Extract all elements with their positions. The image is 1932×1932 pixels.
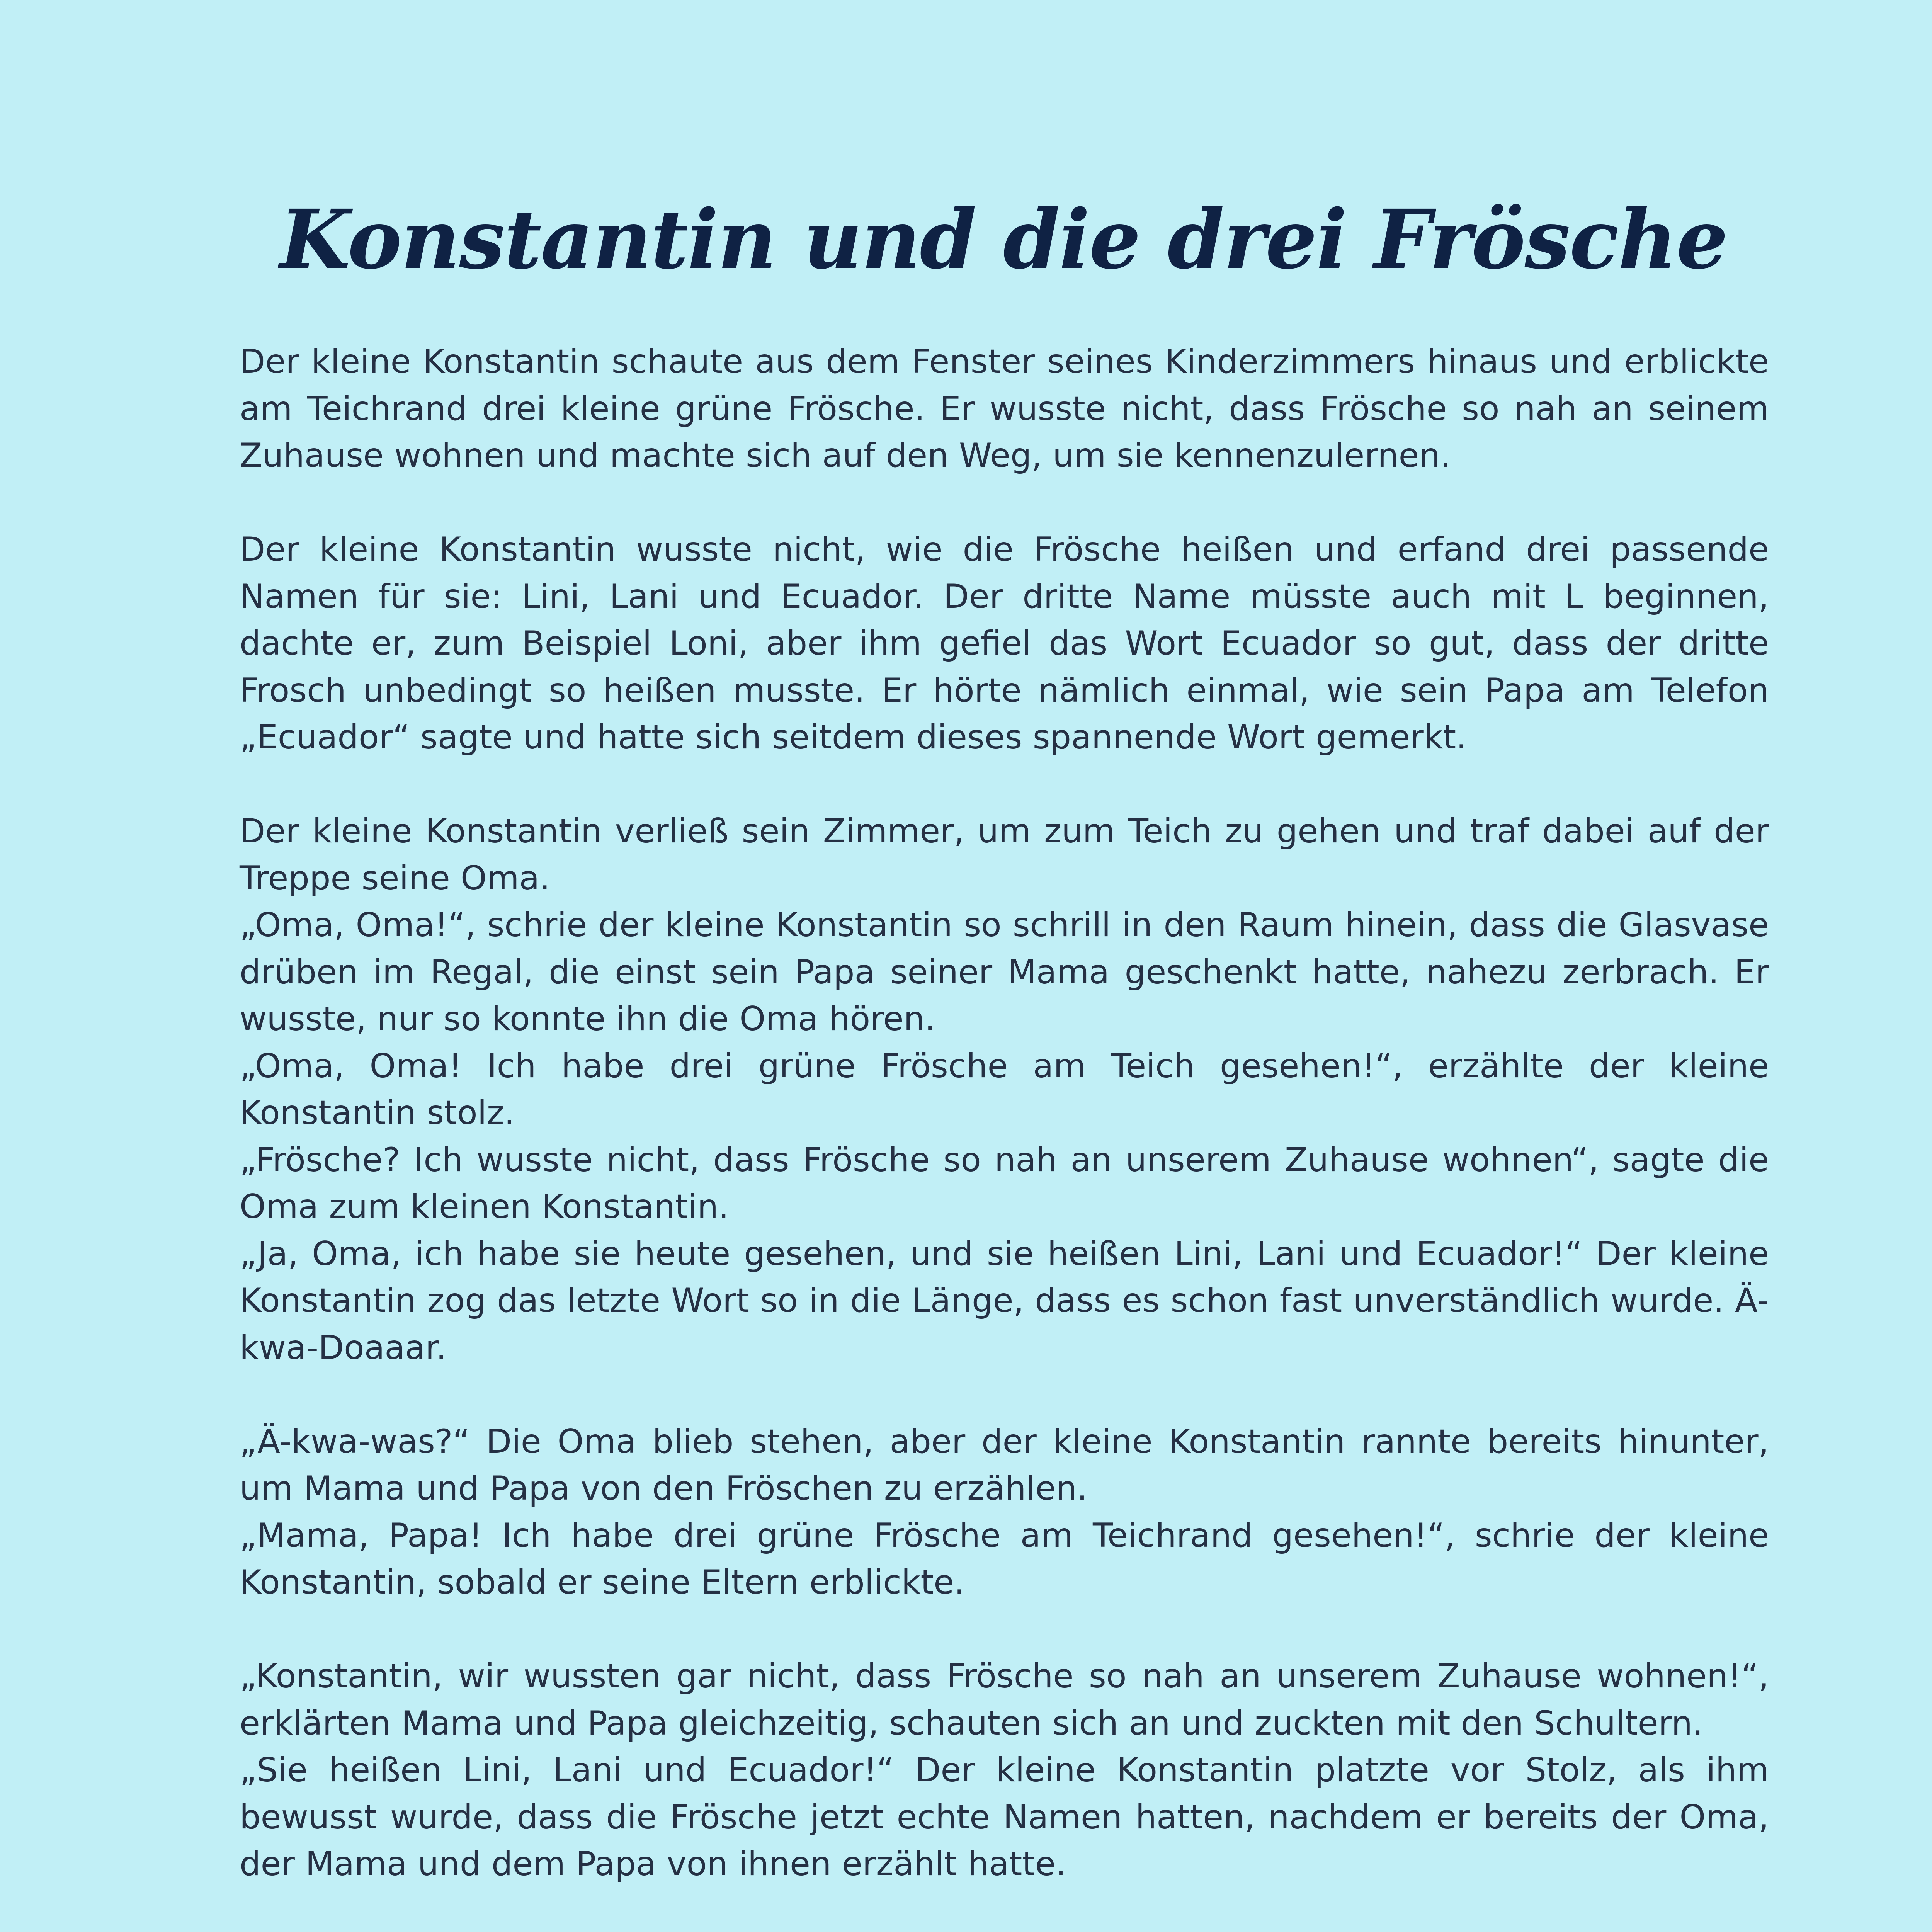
paragraph (240, 1418, 1769, 1606)
dialogue-line: „Frösche? Ich wusste nicht, dass Frösche so nah an unserem Zuhause wohnen“, sagte die Oma zum kleinen Konstantin. (240, 1140, 1769, 1226)
text-line: Der kleine Konstantin verließ sein Zimmer, um zum Teich zu gehen und traf dabei auf der Treppe seine Oma. (240, 812, 1769, 898)
dialogue-line: „Sie heißen Lini, Lani und Ecuador!“ Der kleine Konstantin platzte vor Stolz, als ihm bewusst wurde, dass die Frösche jetzt echte Namen hatten, nachdem er bereits der Oma, der Mama und dem Papa von ihnen erzählt hatte. (240, 1751, 1769, 1883)
dialogue-line: „Oma, Oma!“, schrie der kleine Konstantin so schrill in den Raum hinein, dass die Glasvase drüben im Regal, die einst sein Papa seiner Mama geschenkt hatte, nahezu zerbrach. Er wusste, nur so konnte ihn die Oma hören. (240, 906, 1769, 1038)
page-title: Konstantin und die drei Frösche (279, 192, 1728, 287)
paragraph (240, 1653, 1769, 1888)
paragraph (240, 526, 1769, 761)
dialogue-line: „Oma, Oma! Ich habe drei grüne Frösche am Teich gesehen!“, erzählte der kleine Konstantin stolz. (240, 1046, 1769, 1132)
dialogue-line: „Mama, Papa! Ich habe drei grüne Frösche am Teichrand gesehen!“, schrie der kleine Konstantin, sobald er seine Eltern erblickte. (240, 1516, 1769, 1602)
text-line: Der kleine Konstantin wusste nicht, wie die Frösche heißen und erfand drei passende Namen für sie: Lini, Lani und Ecuador. Der dritte Name müsste auch mit L beginnen, dachte er, zum Beispiel Loni, aber ihm gefiel das Wort Ecuador so gut, dass der dritte Frosch unbedingt so heißen musste. Er hörte nämlich einmal, wie sein Papa am Telefon „Ecuador“ sagte und hatte sich seitdem dieses spannende Wort gemerkt. (240, 530, 1769, 757)
paragraph (240, 338, 1769, 480)
story-text (240, 338, 1769, 1932)
dialogue-line: „Konstantin, wir wussten gar nicht, dass Frösche so nah an unserem Zuhause wohnen!“, erklärten Mama und Papa gleichzeitig, schauten sich an und zuckten mit den Schultern. (240, 1657, 1769, 1743)
dialogue-line: „Ä-kwa-was?“ Die Oma blieb stehen, aber der kleine Konstantin rannte bereits hinunter, um Mama und Papa von den Fröschen zu erzählen. (240, 1422, 1769, 1508)
text-line: Der kleine Konstantin schaute aus dem Fenster seines Kinderzimmers hinaus und erblickte am Teichrand drei kleine grüne Frösche. Er wusste nicht, dass Frösche so nah an seinem Zuhause wohnen und machte sich auf den Weg, um sie kennenzulernen. (240, 342, 1769, 475)
paragraph (240, 808, 1769, 1371)
dialogue-line: „Ja, Oma, ich habe sie heute gesehen, und sie heißen Lini, Lani und Ecuador!“ Der kleine Konstantin zog das letzte Wort so in die Länge, dass es schon fast unverständlich wurde. Ä-kwa-Doaaar. (240, 1234, 1769, 1367)
